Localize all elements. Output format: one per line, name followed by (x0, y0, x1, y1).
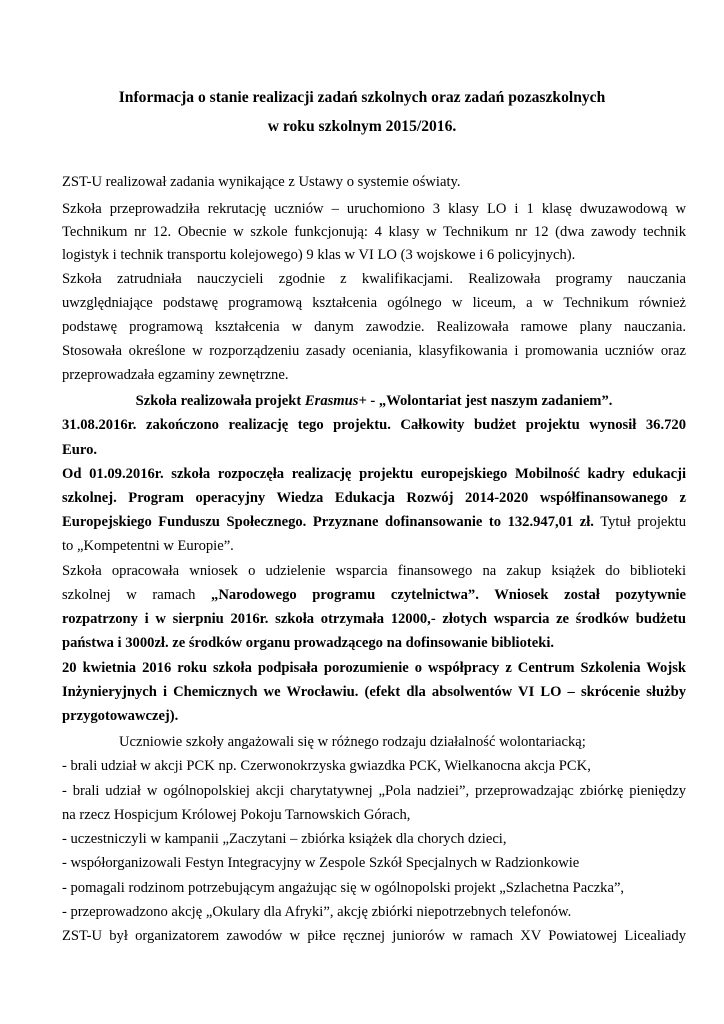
document-title-line-1: Informacja o stanie realizacji zadań szkolnych oraz zadań pozaszkolnych (118, 89, 606, 106)
paragraph-agreement-line-2: Inżynieryjnych i Chemicznych we Wrocławiu. (efekt dla absolwentów VI LO – skrócenie służby (62, 684, 686, 700)
paragraph-library-line-2 (62, 587, 686, 605)
paragraph-staff-line-4: Stosowała określone w rozporządzeniu zasady oceniania, klasyfikowania i promowania uczniów oraz (62, 343, 686, 359)
list-item-okulary: - przeprowadzono akcję „Okulary dla Afryki”, akcję zbiórki niepotrzebnych telefonów. (62, 904, 572, 920)
paragraph-mobility-line-3 (62, 514, 686, 532)
erasmus-project-heading (62, 393, 686, 411)
paragraph-staff-line-2: uwzględniające podstawę programową kształcenia ogólnego w liceum, a w Technikum również (62, 295, 686, 311)
paragraph-library-line-4: państwa i 3000zł. ze środków organu prowadzącego na dofinsowanie biblioteki. (62, 635, 555, 651)
paragraph-mobility-line-1: Od 01.09.2016r. szkoła rozpoczęła realizację projektu europejskiego Mobilność kadry edukacji (62, 466, 686, 482)
paragraph-recruitment-line-1: Szkoła przeprowadziła rekrutację uczniów – uruchomiono 3 klasy LO i 1 klasę dwuzawodową w (62, 201, 686, 217)
list-item-zaczytani: - uczestniczyli w kampanii „Zaczytani – zbiórka książek dla chorych dzieci, (62, 831, 507, 847)
paragraph-recruitment-line-2: Technikum nr 12. Obecnie w szkole funkcjonują: 4 klasy w Technikum nr 12 (dwa zawody technik (62, 224, 686, 240)
library-line-2-normal: szkolnej w ramach (62, 587, 212, 603)
erasmus-heading-prefix: Szkoła realizowała projekt (135, 393, 305, 409)
paragraph-mobility-line-4: to „Kompetentni w Europie”. (62, 538, 234, 554)
paragraph-agreement-line-3: przygotowawczej). (62, 708, 179, 724)
paragraph-handball: ZST-U był organizatorem zawodów w piłce ręcznej juniorów w ramach XV Powiatowej Licealiady (62, 928, 686, 944)
list-item-szlachetna-paczka: - pomagali rodzinom potrzebującym angażując się w ogólnopolski projekt „Szlachetna Paczka”, (62, 880, 625, 896)
paragraph-library-line-3: rozpatrzony i w sierpniu 2016r. szkoła otrzymała 12000,- złotych wsparcia ze środków budżetu (62, 611, 686, 627)
paragraph-library-line-1: Szkoła opracowała wniosek o udzielenie wsparcia finansowego na zakup książek do biblioteki (62, 563, 686, 579)
erasmus-heading-italic: Erasmus+ (304, 393, 367, 409)
library-line-2-bold: „Narodowego programu czytelnictwa”. Wniosek został pozytywnie (211, 587, 686, 603)
paragraph-staff-line-1: Szkoła zatrudniała nauczycieli zgodnie z kwalifikacjami. Realizowała programy nauczania (62, 271, 686, 287)
paragraph-volunteering: Uczniowie szkoły angażowali się w różnego rodzaju działalność wolontariacką; (119, 734, 586, 750)
paragraph-staff-line-5: przeprowadzała egzaminy zewnętrzne. (62, 367, 289, 383)
mobility-funding-bold: Europejskiego Funduszu Społecznego. Przyznane dofinansowanie to 132.947,01 zł. (62, 514, 594, 530)
list-item-festyn: - współorganizowali Festyn Integracyjny w Zespole Szkół Specjalnych w Radzionkowie (62, 855, 580, 871)
mobility-title-prefix: Tytuł projektu (593, 514, 687, 530)
paragraph-erasmus-end-line-2: Euro. (62, 442, 98, 458)
list-item-pck: - brali udział w akcji PCK np. Czerwonokrzyska gwiazdka PCK, Wielkanocna akcja PCK, (62, 758, 591, 774)
paragraph-erasmus-end-line-1: 31.08.2016r. zakończono realizację tego projektu. Całkowity budżet projektu wynosił 36.720 (62, 417, 686, 433)
erasmus-heading-suffix: - „Wolontariat jest naszym zadaniem”. (366, 393, 613, 409)
paragraph-mobility-line-2: szkolnej. Program operacyjny Wiedza Edukacja Rozwój 2014-2020 współfinansowanego z (62, 490, 686, 506)
paragraph-staff-line-3: podstawę programową kształcenia w danym zawodzie. Realizowała ramowe plany nauczania. (62, 319, 686, 335)
list-item-pola-nadziei-line-2: na rzecz Hospicjum Królowej Pokoju Tarnowskich Górach, (62, 807, 411, 823)
paragraph-intro: ZST-U realizował zadania wynikające z Ustawy o systemie oświaty. (62, 174, 461, 190)
paragraph-agreement-line-1: 20 kwietnia 2016 roku szkoła podpisała porozumienie o współpracy z Centrum Szkolenia Wojsk (62, 660, 686, 676)
paragraph-recruitment-line-3: logistyk i technik transportu kolejowego) 9 klas w VI LO (3 wojskowe i 6 policyjnych). (62, 247, 576, 263)
document-title-line-2: w roku szkolnym 2015/2016. (267, 118, 457, 135)
list-item-pola-nadziei-line-1: - brali udział w ogólnopolskiej akcji charytatywnej „Pola nadziei”, przeprowadzając zbiórkę pieniędzy (62, 783, 686, 799)
